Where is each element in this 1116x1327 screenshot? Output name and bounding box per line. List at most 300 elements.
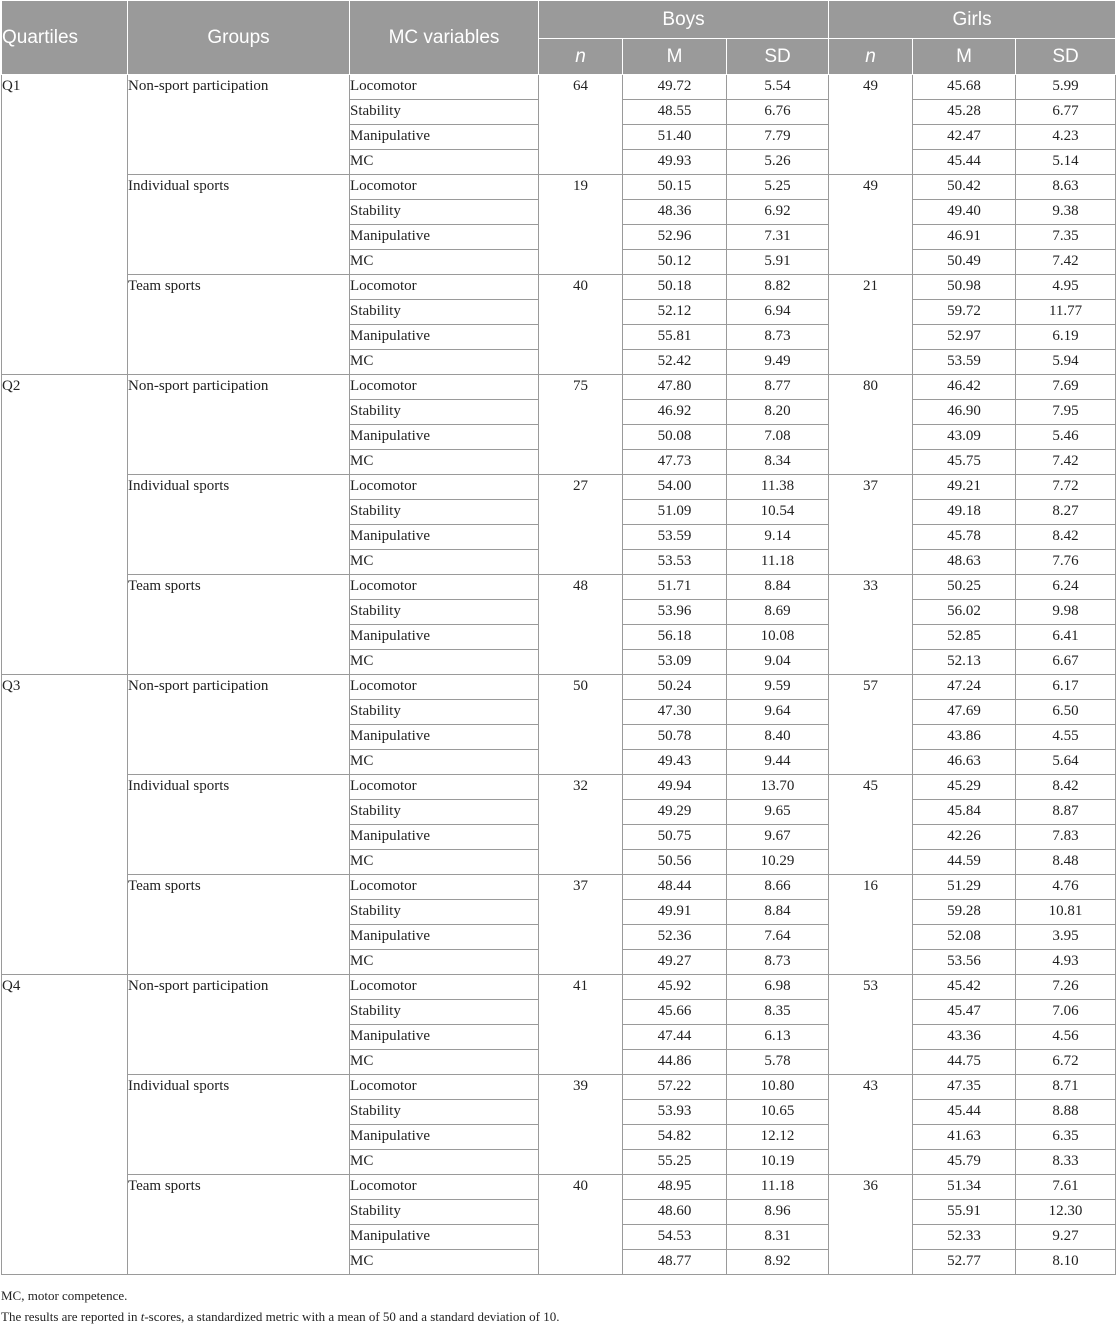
boys-m-cell: 48.44 <box>623 875 727 900</box>
boys-sd-cell: 8.66 <box>727 875 829 900</box>
mc-variable-cell: Stability <box>350 500 539 525</box>
girls-n-cell: 57 <box>829 675 913 775</box>
mc-variable-cell: Manipulative <box>350 225 539 250</box>
girls-sd-cell: 6.35 <box>1016 1125 1116 1150</box>
boys-n-cell: 37 <box>539 875 623 975</box>
girls-sd-cell: 4.93 <box>1016 950 1116 975</box>
table-row <box>2 175 1116 200</box>
header-girls: Girls <box>829 1 1116 39</box>
boys-sd-cell: 11.38 <box>727 475 829 500</box>
boys-sd-cell: 13.70 <box>727 775 829 800</box>
boys-m-cell: 49.27 <box>623 950 727 975</box>
girls-sd-cell: 7.26 <box>1016 975 1116 1000</box>
girls-sd-cell: 8.10 <box>1016 1250 1116 1275</box>
girls-n-cell: 21 <box>829 275 913 375</box>
group-cell: Non-sport participation <box>128 975 350 1075</box>
girls-n-cell: 37 <box>829 475 913 575</box>
girls-m-cell: 51.29 <box>913 875 1016 900</box>
mc-variable-cell: Stability <box>350 600 539 625</box>
table-row <box>2 1075 1116 1100</box>
boys-m-cell: 53.96 <box>623 600 727 625</box>
header-groups: Groups <box>128 1 350 75</box>
girls-sd-cell: 5.99 <box>1016 75 1116 100</box>
boys-sd-cell: 7.08 <box>727 425 829 450</box>
boys-m-cell: 46.92 <box>623 400 727 425</box>
boys-m-cell: 50.15 <box>623 175 727 200</box>
boys-sd-cell: 8.69 <box>727 600 829 625</box>
boys-n-cell: 27 <box>539 475 623 575</box>
mc-variable-cell: Stability <box>350 1100 539 1125</box>
results-table <box>1 0 1116 1275</box>
girls-sd-cell: 6.50 <box>1016 700 1116 725</box>
girls-sd-cell: 7.42 <box>1016 450 1116 475</box>
girls-m-cell: 52.08 <box>913 925 1016 950</box>
boys-m-cell: 48.36 <box>623 200 727 225</box>
boys-sd-cell: 8.40 <box>727 725 829 750</box>
mc-variable-cell: MC <box>350 250 539 275</box>
header-girls-sd: SD <box>1016 39 1116 75</box>
boys-m-cell: 54.53 <box>623 1225 727 1250</box>
group-cell: Individual sports <box>128 1075 350 1175</box>
boys-sd-cell: 5.78 <box>727 1050 829 1075</box>
header-boys-m: M <box>623 39 727 75</box>
table-row <box>2 575 1116 600</box>
mc-variable-cell: Stability <box>350 1200 539 1225</box>
boys-m-cell: 50.18 <box>623 275 727 300</box>
boys-sd-cell: 5.26 <box>727 150 829 175</box>
boys-sd-cell: 8.73 <box>727 950 829 975</box>
girls-m-cell: 45.68 <box>913 75 1016 100</box>
girls-sd-cell: 6.19 <box>1016 325 1116 350</box>
boys-m-cell: 50.24 <box>623 675 727 700</box>
boys-sd-cell: 9.64 <box>727 700 829 725</box>
quartile-cell: Q4 <box>2 975 128 1275</box>
boys-m-cell: 56.18 <box>623 625 727 650</box>
boys-n-cell: 19 <box>539 175 623 275</box>
footnote-scores-before: The results are reported in <box>1 1309 141 1324</box>
girls-m-cell: 59.72 <box>913 300 1016 325</box>
mc-variable-cell: MC <box>350 750 539 775</box>
table-header <box>2 1 1116 75</box>
table-footnotes <box>1 1285 1116 1327</box>
boys-m-cell: 47.80 <box>623 375 727 400</box>
mc-variable-cell: Locomotor <box>350 575 539 600</box>
boys-m-cell: 48.55 <box>623 100 727 125</box>
girls-sd-cell: 8.42 <box>1016 525 1116 550</box>
girls-m-cell: 42.26 <box>913 825 1016 850</box>
mc-variable-cell: Locomotor <box>350 175 539 200</box>
girls-sd-cell: 11.77 <box>1016 300 1116 325</box>
girls-sd-cell: 7.06 <box>1016 1000 1116 1025</box>
boys-n-cell: 75 <box>539 375 623 475</box>
mc-variable-cell: Locomotor <box>350 875 539 900</box>
mc-variable-cell: Manipulative <box>350 525 539 550</box>
table-row <box>2 275 1116 300</box>
girls-m-cell: 45.44 <box>913 1100 1016 1125</box>
mc-variable-cell: MC <box>350 1150 539 1175</box>
boys-m-cell: 52.96 <box>623 225 727 250</box>
mc-variable-cell: MC <box>350 550 539 575</box>
boys-n-cell: 40 <box>539 275 623 375</box>
girls-m-cell: 46.91 <box>913 225 1016 250</box>
boys-sd-cell: 8.35 <box>727 1000 829 1025</box>
table-row <box>2 875 1116 900</box>
boys-sd-cell: 9.44 <box>727 750 829 775</box>
boys-sd-cell: 5.91 <box>727 250 829 275</box>
boys-m-cell: 47.30 <box>623 700 727 725</box>
boys-sd-cell: 8.84 <box>727 900 829 925</box>
boys-m-cell: 45.92 <box>623 975 727 1000</box>
girls-sd-cell: 4.95 <box>1016 275 1116 300</box>
mc-variable-cell: Locomotor <box>350 375 539 400</box>
mc-variable-cell: Locomotor <box>350 975 539 1000</box>
girls-sd-cell: 5.14 <box>1016 150 1116 175</box>
boys-sd-cell: 10.19 <box>727 1150 829 1175</box>
boys-n-cell: 39 <box>539 1075 623 1175</box>
boys-sd-cell: 10.29 <box>727 850 829 875</box>
girls-m-cell: 47.69 <box>913 700 1016 725</box>
boys-n-cell: 40 <box>539 1175 623 1275</box>
girls-m-cell: 52.33 <box>913 1225 1016 1250</box>
girls-sd-cell: 8.63 <box>1016 175 1116 200</box>
mc-variable-cell: Stability <box>350 400 539 425</box>
girls-m-cell: 45.84 <box>913 800 1016 825</box>
girls-m-cell: 50.25 <box>913 575 1016 600</box>
girls-m-cell: 41.63 <box>913 1125 1016 1150</box>
girls-sd-cell: 4.55 <box>1016 725 1116 750</box>
header-girls-n: n <box>829 39 913 75</box>
girls-sd-cell: 8.48 <box>1016 850 1116 875</box>
boys-sd-cell: 9.49 <box>727 350 829 375</box>
boys-m-cell: 45.66 <box>623 1000 727 1025</box>
boys-sd-cell: 11.18 <box>727 1175 829 1200</box>
girls-n-cell: 36 <box>829 1175 913 1275</box>
girls-m-cell: 55.91 <box>913 1200 1016 1225</box>
boys-sd-cell: 10.54 <box>727 500 829 525</box>
boys-m-cell: 51.40 <box>623 125 727 150</box>
table-row <box>2 1175 1116 1200</box>
boys-sd-cell: 8.82 <box>727 275 829 300</box>
girls-m-cell: 49.18 <box>913 500 1016 525</box>
mc-variable-cell: Manipulative <box>350 325 539 350</box>
boys-m-cell: 52.36 <box>623 925 727 950</box>
boys-sd-cell: 8.20 <box>727 400 829 425</box>
boys-sd-cell: 10.08 <box>727 625 829 650</box>
girls-m-cell: 52.77 <box>913 1250 1016 1275</box>
girls-m-cell: 44.75 <box>913 1050 1016 1075</box>
mc-variable-cell: Manipulative <box>350 425 539 450</box>
boys-sd-cell: 5.25 <box>727 175 829 200</box>
girls-sd-cell: 3.95 <box>1016 925 1116 950</box>
boys-n-cell: 48 <box>539 575 623 675</box>
mc-variable-cell: MC <box>350 450 539 475</box>
boys-m-cell: 53.93 <box>623 1100 727 1125</box>
girls-sd-cell: 7.95 <box>1016 400 1116 425</box>
mc-variable-cell: Locomotor <box>350 675 539 700</box>
mc-variable-cell: MC <box>350 150 539 175</box>
girls-sd-cell: 8.87 <box>1016 800 1116 825</box>
girls-m-cell: 48.63 <box>913 550 1016 575</box>
table-row <box>2 475 1116 500</box>
girls-sd-cell: 7.83 <box>1016 825 1116 850</box>
group-cell: Individual sports <box>128 775 350 875</box>
boys-m-cell: 49.94 <box>623 775 727 800</box>
mc-variable-cell: Manipulative <box>350 1025 539 1050</box>
mc-variable-cell: Manipulative <box>350 925 539 950</box>
girls-sd-cell: 8.42 <box>1016 775 1116 800</box>
boys-sd-cell: 6.13 <box>727 1025 829 1050</box>
header-girls-m: M <box>913 39 1016 75</box>
girls-m-cell: 45.44 <box>913 150 1016 175</box>
boys-m-cell: 52.42 <box>623 350 727 375</box>
mc-variable-cell: Manipulative <box>350 125 539 150</box>
mc-variable-cell: Stability <box>350 200 539 225</box>
header-boys: Boys <box>539 1 829 39</box>
mc-variable-cell: Locomotor <box>350 1075 539 1100</box>
boys-n-cell: 64 <box>539 75 623 175</box>
girls-m-cell: 52.13 <box>913 650 1016 675</box>
boys-m-cell: 49.43 <box>623 750 727 775</box>
boys-sd-cell: 12.12 <box>727 1125 829 1150</box>
boys-m-cell: 44.86 <box>623 1050 727 1075</box>
mc-variable-cell: Stability <box>350 700 539 725</box>
boys-m-cell: 51.71 <box>623 575 727 600</box>
group-cell: Individual sports <box>128 175 350 275</box>
boys-sd-cell: 6.92 <box>727 200 829 225</box>
boys-m-cell: 53.53 <box>623 550 727 575</box>
girls-n-cell: 43 <box>829 1075 913 1175</box>
girls-m-cell: 46.42 <box>913 375 1016 400</box>
mc-variable-cell: Manipulative <box>350 1125 539 1150</box>
boys-sd-cell: 6.76 <box>727 100 829 125</box>
boys-m-cell: 50.08 <box>623 425 727 450</box>
girls-m-cell: 50.49 <box>913 250 1016 275</box>
girls-sd-cell: 7.69 <box>1016 375 1116 400</box>
boys-n-cell: 32 <box>539 775 623 875</box>
group-cell: Non-sport participation <box>128 675 350 775</box>
girls-n-cell: 80 <box>829 375 913 475</box>
girls-sd-cell: 5.94 <box>1016 350 1116 375</box>
girls-sd-cell: 8.33 <box>1016 1150 1116 1175</box>
girls-sd-cell: 8.88 <box>1016 1100 1116 1125</box>
table-row <box>2 375 1116 400</box>
girls-sd-cell: 5.64 <box>1016 750 1116 775</box>
girls-sd-cell: 6.24 <box>1016 575 1116 600</box>
header-quartiles: Quartiles <box>2 1 128 75</box>
girls-sd-cell: 5.46 <box>1016 425 1116 450</box>
girls-m-cell: 50.98 <box>913 275 1016 300</box>
boys-m-cell: 48.77 <box>623 1250 727 1275</box>
mc-variable-cell: MC <box>350 1050 539 1075</box>
girls-n-cell: 49 <box>829 75 913 175</box>
mc-variable-cell: MC <box>350 850 539 875</box>
boys-m-cell: 51.09 <box>623 500 727 525</box>
girls-m-cell: 45.42 <box>913 975 1016 1000</box>
mc-variable-cell: Manipulative <box>350 1225 539 1250</box>
boys-sd-cell: 8.92 <box>727 1250 829 1275</box>
boys-m-cell: 54.82 <box>623 1125 727 1150</box>
girls-sd-cell: 7.35 <box>1016 225 1116 250</box>
mc-variable-cell: MC <box>350 650 539 675</box>
girls-n-cell: 16 <box>829 875 913 975</box>
mc-variable-cell: Manipulative <box>350 825 539 850</box>
group-cell: Team sports <box>128 275 350 375</box>
mc-variable-cell: Manipulative <box>350 625 539 650</box>
girls-m-cell: 45.29 <box>913 775 1016 800</box>
boys-m-cell: 50.56 <box>623 850 727 875</box>
girls-sd-cell: 7.72 <box>1016 475 1116 500</box>
girls-m-cell: 53.56 <box>913 950 1016 975</box>
boys-m-cell: 50.78 <box>623 725 727 750</box>
footnote-scores-after: -scores, a standardized metric with a mean of 50 and a standard deviation of 10. <box>144 1309 560 1324</box>
girls-m-cell: 56.02 <box>913 600 1016 625</box>
boys-sd-cell: 6.94 <box>727 300 829 325</box>
girls-m-cell: 45.78 <box>913 525 1016 550</box>
girls-sd-cell: 6.41 <box>1016 625 1116 650</box>
mc-variable-cell: Locomotor <box>350 75 539 100</box>
boys-sd-cell: 7.31 <box>727 225 829 250</box>
girls-sd-cell: 8.71 <box>1016 1075 1116 1100</box>
boys-sd-cell: 7.79 <box>727 125 829 150</box>
girls-n-cell: 49 <box>829 175 913 275</box>
girls-sd-cell: 6.72 <box>1016 1050 1116 1075</box>
boys-m-cell: 53.59 <box>623 525 727 550</box>
boys-m-cell: 55.81 <box>623 325 727 350</box>
girls-m-cell: 46.90 <box>913 400 1016 425</box>
group-cell: Non-sport participation <box>128 375 350 475</box>
mc-variable-cell: Locomotor <box>350 775 539 800</box>
girls-m-cell: 51.34 <box>913 1175 1016 1200</box>
boys-m-cell: 57.22 <box>623 1075 727 1100</box>
girls-m-cell: 43.09 <box>913 425 1016 450</box>
mc-variable-cell: Locomotor <box>350 275 539 300</box>
girls-m-cell: 49.40 <box>913 200 1016 225</box>
girls-n-cell: 53 <box>829 975 913 1075</box>
boys-m-cell: 49.29 <box>623 800 727 825</box>
mc-variable-cell: Stability <box>350 900 539 925</box>
girls-m-cell: 47.24 <box>913 675 1016 700</box>
girls-sd-cell: 4.23 <box>1016 125 1116 150</box>
group-cell: Team sports <box>128 1175 350 1275</box>
footnote-scores-italic: t <box>140 1309 145 1324</box>
girls-sd-cell: 6.17 <box>1016 675 1116 700</box>
girls-m-cell: 44.59 <box>913 850 1016 875</box>
boys-sd-cell: 10.65 <box>727 1100 829 1125</box>
girls-m-cell: 45.28 <box>913 100 1016 125</box>
mc-variable-cell: Stability <box>350 300 539 325</box>
girls-m-cell: 46.63 <box>913 750 1016 775</box>
boys-m-cell: 50.12 <box>623 250 727 275</box>
girls-m-cell: 45.75 <box>913 450 1016 475</box>
girls-m-cell: 45.47 <box>913 1000 1016 1025</box>
girls-m-cell: 43.86 <box>913 725 1016 750</box>
girls-sd-cell: 10.81 <box>1016 900 1116 925</box>
boys-sd-cell: 9.67 <box>727 825 829 850</box>
girls-m-cell: 50.42 <box>913 175 1016 200</box>
boys-m-cell: 53.09 <box>623 650 727 675</box>
table-row <box>2 775 1116 800</box>
girls-n-cell: 45 <box>829 775 913 875</box>
girls-sd-cell: 7.61 <box>1016 1175 1116 1200</box>
group-cell: Team sports <box>128 575 350 675</box>
header-mc-variables: MC variables <box>350 1 539 75</box>
mc-variable-cell: Locomotor <box>350 475 539 500</box>
quartile-cell: Q3 <box>2 675 128 975</box>
mc-variable-cell: MC <box>350 350 539 375</box>
girls-sd-cell: 6.67 <box>1016 650 1116 675</box>
table-row <box>2 975 1116 1000</box>
girls-sd-cell: 12.30 <box>1016 1200 1116 1225</box>
mc-variable-cell: Manipulative <box>350 725 539 750</box>
quartile-cell: Q2 <box>2 375 128 675</box>
boys-sd-cell: 9.59 <box>727 675 829 700</box>
mc-variable-cell: Stability <box>350 100 539 125</box>
header-boys-n: n <box>539 39 623 75</box>
girls-sd-cell: 7.42 <box>1016 250 1116 275</box>
boys-m-cell: 48.95 <box>623 1175 727 1200</box>
girls-sd-cell: 7.76 <box>1016 550 1116 575</box>
group-cell: Team sports <box>128 875 350 975</box>
girls-m-cell: 47.35 <box>913 1075 1016 1100</box>
girls-m-cell: 43.36 <box>913 1025 1016 1050</box>
girls-sd-cell: 8.27 <box>1016 500 1116 525</box>
boys-sd-cell: 9.14 <box>727 525 829 550</box>
group-cell: Individual sports <box>128 475 350 575</box>
girls-sd-cell: 6.77 <box>1016 100 1116 125</box>
group-cell: Non-sport participation <box>128 75 350 175</box>
boys-sd-cell: 8.73 <box>727 325 829 350</box>
girls-sd-cell: 9.27 <box>1016 1225 1116 1250</box>
boys-m-cell: 49.93 <box>623 150 727 175</box>
boys-m-cell: 49.91 <box>623 900 727 925</box>
mc-variable-cell: Stability <box>350 800 539 825</box>
footnote-abbreviation: MC, motor competence. <box>1 1288 128 1303</box>
boys-m-cell: 48.60 <box>623 1200 727 1225</box>
boys-m-cell: 55.25 <box>623 1150 727 1175</box>
boys-sd-cell: 9.04 <box>727 650 829 675</box>
girls-n-cell: 33 <box>829 575 913 675</box>
table-row <box>2 75 1116 100</box>
girls-sd-cell: 4.56 <box>1016 1025 1116 1050</box>
quartile-cell: Q1 <box>2 75 128 375</box>
boys-sd-cell: 9.65 <box>727 800 829 825</box>
boys-sd-cell: 8.96 <box>727 1200 829 1225</box>
boys-m-cell: 54.00 <box>623 475 727 500</box>
mc-variable-cell: MC <box>350 950 539 975</box>
mc-variable-cell: Locomotor <box>350 1175 539 1200</box>
boys-m-cell: 49.72 <box>623 75 727 100</box>
mc-variable-cell: Stability <box>350 1000 539 1025</box>
boys-sd-cell: 5.54 <box>727 75 829 100</box>
boys-sd-cell: 8.31 <box>727 1225 829 1250</box>
boys-sd-cell: 8.77 <box>727 375 829 400</box>
boys-sd-cell: 6.98 <box>727 975 829 1000</box>
girls-m-cell: 49.21 <box>913 475 1016 500</box>
girls-m-cell: 45.79 <box>913 1150 1016 1175</box>
boys-m-cell: 47.44 <box>623 1025 727 1050</box>
table-row <box>2 675 1116 700</box>
girls-m-cell: 59.28 <box>913 900 1016 925</box>
girls-sd-cell: 4.76 <box>1016 875 1116 900</box>
table-body <box>2 75 1116 1275</box>
boys-m-cell: 47.73 <box>623 450 727 475</box>
mc-variable-cell: MC <box>350 1250 539 1275</box>
boys-sd-cell: 8.34 <box>727 450 829 475</box>
boys-m-cell: 52.12 <box>623 300 727 325</box>
header-boys-sd: SD <box>727 39 829 75</box>
girls-m-cell: 42.47 <box>913 125 1016 150</box>
boys-sd-cell: 7.64 <box>727 925 829 950</box>
